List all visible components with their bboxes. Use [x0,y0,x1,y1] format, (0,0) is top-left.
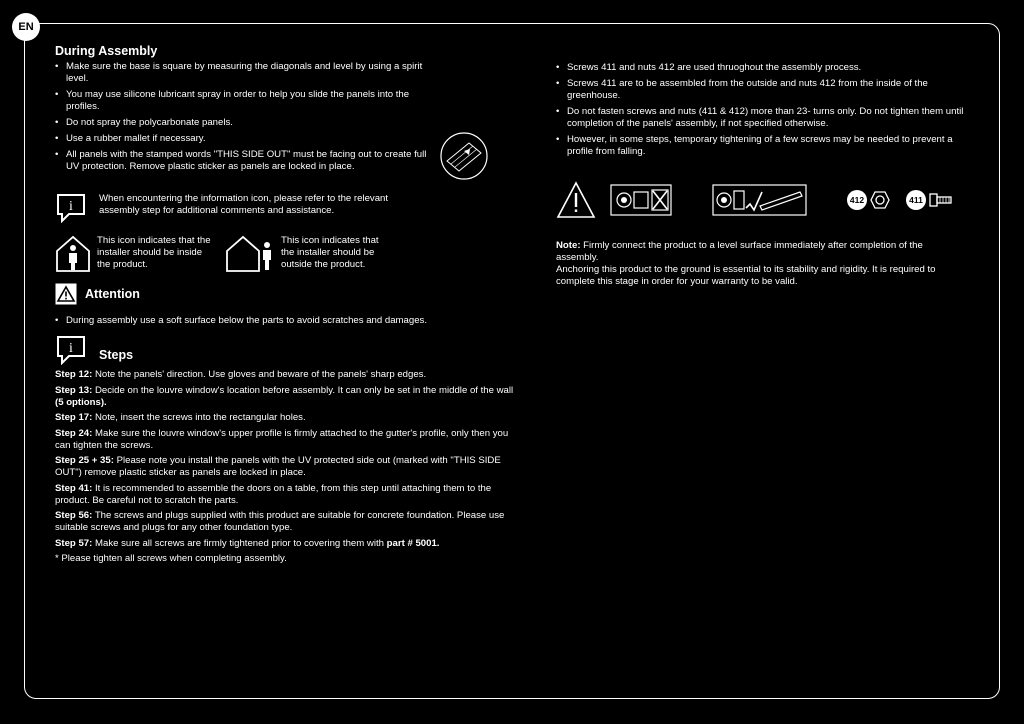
step-text: Please note you install the panels with the UV protected side out (marked with "THIS SIDE OUT") remove plastic sticker as panels are locked in place. [55,455,501,478]
note-text: Firmly connect the product to a level surface immediately after completion of the assembly. [556,240,923,263]
installer-inside-icon [55,235,91,273]
step-item [55,455,515,479]
attention-bullets [55,315,515,327]
list-item: • You may use silicone lubricant spray in order to help you slide the panels into the profiles. [55,89,433,113]
step-item [55,538,515,550]
step-label: Step 12: [55,369,93,380]
steps-list [55,369,515,565]
list-item: • Make sure the base is square by measuring the diagonals and level by using a spirit level. [55,61,433,85]
list-item: • Screws 411 are to be assembled from the outside and nuts 412 from the inside of the greenhouse. [556,78,966,102]
step-text: Make sure the louvre window's upper profile is firmly attached to the gutter's profile, only then you can tighten the screws. [55,427,509,451]
list-item: • Use a rubber mallet if necessary. [55,133,433,145]
list-item: • However, in some steps, temporary tightening of a few screws may be needed to prevent a profile from falling. [556,134,966,158]
step-item [55,385,515,409]
installer-icons-row [55,235,515,273]
step-label: Step 17: [55,412,93,423]
warning-icon [55,283,77,305]
info-icon [55,335,87,365]
step-label: Step 57: [55,537,93,549]
step-text: Make sure all screws are firmly tightened prior to covering them with [92,537,387,549]
step-label: Step 25 + 35: [55,455,114,466]
step-label: Step 41: [55,482,93,494]
inside-icon-text: This icon indicates that the installer should be inside the product. [97,235,211,270]
assembly-bullets [55,61,433,177]
list-item: • All panels with the stamped words "THIS SIDE OUT" must be facing out to create full UV protection. Remove plastic sticker as panels are locked in place. [55,149,433,173]
list-item: • Do not fasten screws and nuts (411 & 412) more than 23- turns only. Do not tighten them until completion of the panels' assembly, if not specified otherwise. [556,106,966,130]
step-text: Note, insert the screws into the rectangular holes. [92,412,306,423]
info-icon [55,193,87,223]
step-item [55,510,515,534]
screw-icon [929,190,953,210]
left-column [55,45,515,569]
list-item: • Screws 411 and nuts 412 are used thruoghout the assembly process. [556,62,966,74]
inside-icon-block [55,235,225,273]
svg-text:i: i [69,341,73,356]
step-label: Step 13: [55,384,93,396]
info-icon-text: When encountering the information icon, please refer to the relevant assembly step for additional comments and assistance. [99,193,389,216]
step-text: Note the panels' direction. Use gloves and beware of the panels' sharp edges. [92,369,427,380]
step-item [55,369,515,381]
screws-bullets [556,62,966,158]
note-block [556,240,966,288]
part-badge-412: 412 [847,190,867,210]
panel-sticker-icon [439,131,489,181]
step-text: The screws and plugs supplied with this product are suitable for concrete foundation. Please use suitable screws and plugs for any other foundation type. [55,510,505,533]
step-text: Decide on the louvre window's location before assembly. It can only be set in the middle of the wall [92,384,514,396]
nut-icon [870,190,890,210]
step-label: (5 options). [55,396,107,408]
parts-legend [847,190,953,210]
attention-heading [55,283,515,305]
fastening-diagram-row [556,180,966,220]
warning-triangle-icon [556,181,596,219]
installer-outside-icon [225,235,275,273]
tighten-tool-icon [712,184,807,216]
steps-heading [55,335,515,365]
outside-icon-block [225,235,425,273]
step-label: part # 5001. [386,537,440,549]
step-item [55,412,515,424]
info-icon-row [55,193,515,223]
step-label: Step 56: [55,510,93,521]
assembly-row [55,61,515,181]
list-item: • Do not spray the polycarbonate panels. [55,117,433,129]
attention-title: Attention [85,287,140,301]
step-item [55,483,515,507]
note-label: Note: [556,240,581,251]
part-badge-411: 411 [906,190,926,210]
right-column [556,62,966,288]
outside-icon-text: This icon indicates that the installer should be outside the product. [281,235,379,270]
language-badge: EN [12,13,40,41]
steps-footnote: * Please tighten all screws when completing assembly. [55,553,287,564]
step-label: Step 24: [55,427,93,439]
steps-title: Steps [99,348,134,362]
note-anchoring-text: Anchoring this product to the ground is essential to its stability and rigidity. It is required to complete this stage in order for your warranty to be valid. [556,264,936,287]
step-item [55,428,515,452]
step-text: It is recommended to assemble the doors on a table, from this step until attaching them to the product. Be careful not to scratch the parts. [55,482,492,506]
list-item: • During assembly use a soft surface below the parts to avoid scratches and damages. [55,315,515,327]
no-tighten-icon [610,184,672,216]
during-assembly-title: During Assembly [55,44,158,58]
svg-text:i: i [69,199,73,214]
